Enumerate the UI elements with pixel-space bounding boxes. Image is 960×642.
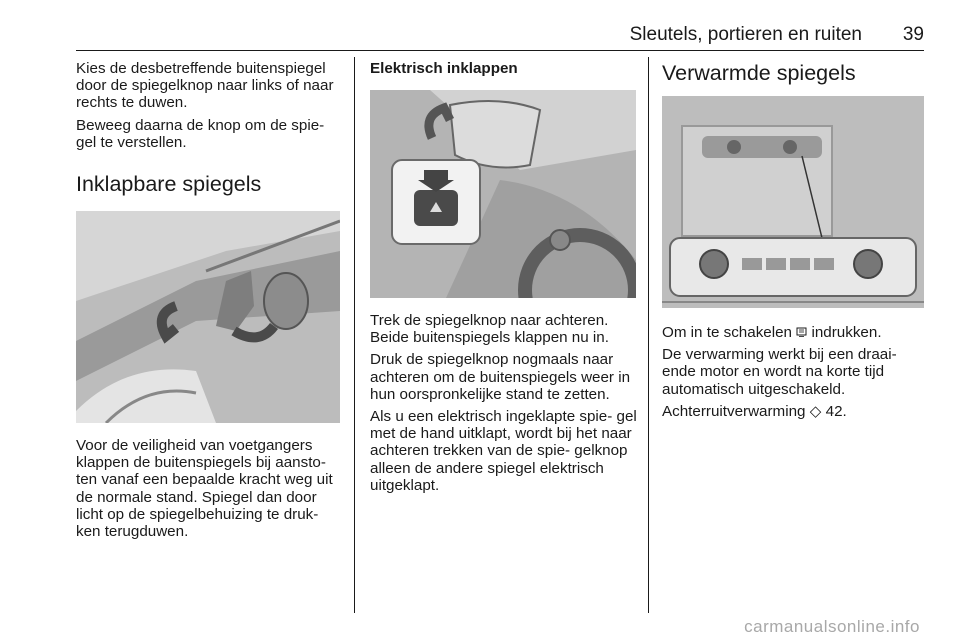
paragraph xyxy=(662,324,924,341)
folding-mirror-illustration xyxy=(76,211,340,423)
paragraph: De verwarming werkt bij een draai- ende motor en wordt na korte tijd automatisch uitgeschakeld. xyxy=(662,346,897,398)
section-heading: Verwarmde spiegels xyxy=(662,61,856,85)
paragraph: Voor de veiligheid van voetgangers klappen de buitenspiegels bij aansto- ten vanaf een bepaalde kracht weg uit de normale stand. Spiegel dan door licht op de spiegelbehuizing te druk- ken terugduwen. xyxy=(76,437,333,541)
climate-panel-illustration xyxy=(662,96,924,308)
page-header xyxy=(76,24,924,46)
watermark: carmanualsonline.info xyxy=(744,617,920,636)
paragraph-text: Om in te schakelen xyxy=(662,324,792,341)
header-title: Sleutels, portieren en ruiten xyxy=(629,24,862,45)
page-reference-icon: ◇ xyxy=(809,402,822,420)
section-heading: Elektrisch inklappen xyxy=(370,60,518,77)
page-number: 39 xyxy=(902,24,924,45)
paragraph: Beweeg daarna de knop om de spie- gel te verstellen. xyxy=(76,116,325,151)
mirror-switch-illustration xyxy=(370,90,636,298)
paragraph xyxy=(662,403,924,420)
rear-heater-icon xyxy=(796,327,807,338)
paragraph: Trek de spiegelknop naar achteren. Beide buitenspiegels klappen nu in. xyxy=(370,312,609,347)
paragraph-text: indrukken. xyxy=(811,324,882,341)
paragraph: Als u een elektrisch ingeklapte spie- gel met de hand uitklapt, wordt bij het naar achteren trekken van de spie- gelknop alleen de andere spiegel elektrisch uitgeklapt. xyxy=(370,408,637,494)
column-left xyxy=(76,60,344,545)
header-rule xyxy=(76,50,924,51)
paragraph: Kies de desbetreffende buitenspiegel door de spiegelknop naar links of naar rechts te duwen. xyxy=(76,60,334,112)
paragraph-text: Achterruitverwarming xyxy=(662,402,806,420)
column-middle xyxy=(370,60,640,499)
paragraph: Druk de spiegelknop nogmaals naar achteren om de buitenspiegels weer in hun oorspronkelijke stand te zetten. xyxy=(370,351,631,403)
page-reference[interactable]: 42. xyxy=(825,402,847,420)
column-divider xyxy=(648,57,649,613)
column-right xyxy=(662,60,924,425)
section-heading: Inklapbare spiegels xyxy=(76,172,262,197)
column-divider xyxy=(354,57,355,613)
